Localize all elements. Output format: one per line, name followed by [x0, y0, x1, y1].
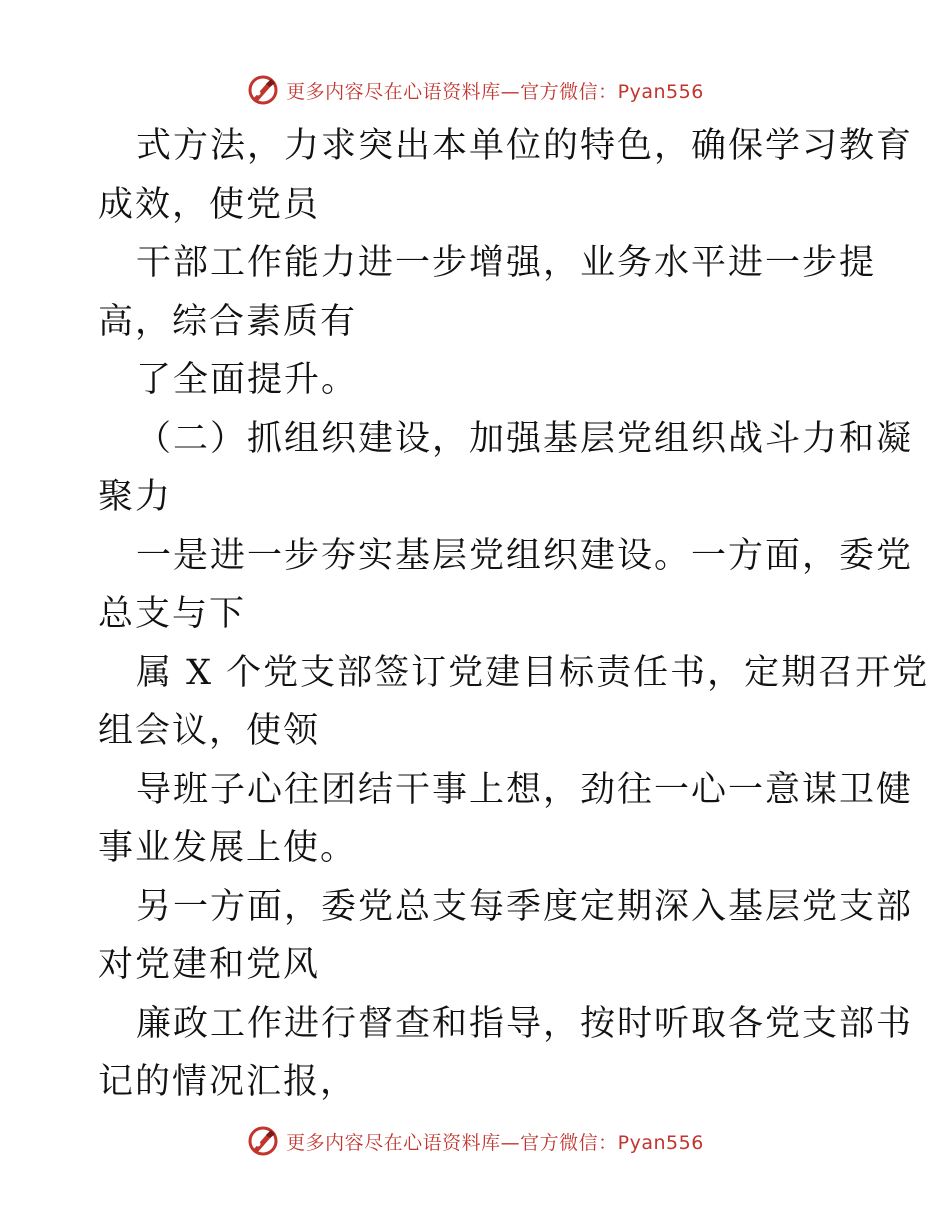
text-line: 导班子心往团结干事上想，劲往一心一意谋卫健: [136, 769, 914, 810]
watermark-text: 更多内容尽在心语资料库—官方微信：Pyan556: [286, 80, 704, 103]
text-line: 总支与下: [98, 594, 247, 634]
text-line: 组会议，使领: [98, 711, 321, 751]
text-line: 廉政工作进行督查和指导，按时听取各党支部书: [136, 1003, 914, 1044]
text-line: 高，综合素质有: [98, 301, 358, 342]
logo-icon: [246, 1124, 280, 1158]
section-heading-continued: 聚力: [98, 477, 173, 517]
text-line: 记的情况汇报，: [98, 1062, 358, 1102]
text-line: 一是进一步夯实基层党组织建设。一方面，委党: [136, 535, 914, 576]
text-line: 事业发展上使。: [98, 828, 358, 868]
section-heading: （二）抓组织建设，加强基层党组织战斗力和凝: [136, 418, 914, 459]
text-line: 属 X 个党支部签订党建目标责任书，定期召开党: [136, 652, 930, 693]
header-watermark: [0, 70, 950, 110]
text-line: 了全面提升。: [136, 360, 359, 400]
text-line: 式方法，力求突出本单位的特色，确保学习教育: [136, 126, 914, 166]
text-line: 成效，使党员: [98, 184, 321, 225]
document-body: [98, 117, 930, 1112]
footer-watermark: [0, 1121, 950, 1161]
text-line: 另一方面，委党总支每季度定期深入基层党支部: [136, 886, 914, 927]
text-line: 对党建和党风: [98, 945, 321, 985]
logo-icon: [246, 73, 280, 107]
text-line: 干部工作能力进一步增强，业务水平进一步提: [136, 243, 877, 283]
watermark-text: 更多内容尽在心语资料库—官方微信：Pyan556: [286, 1131, 704, 1154]
